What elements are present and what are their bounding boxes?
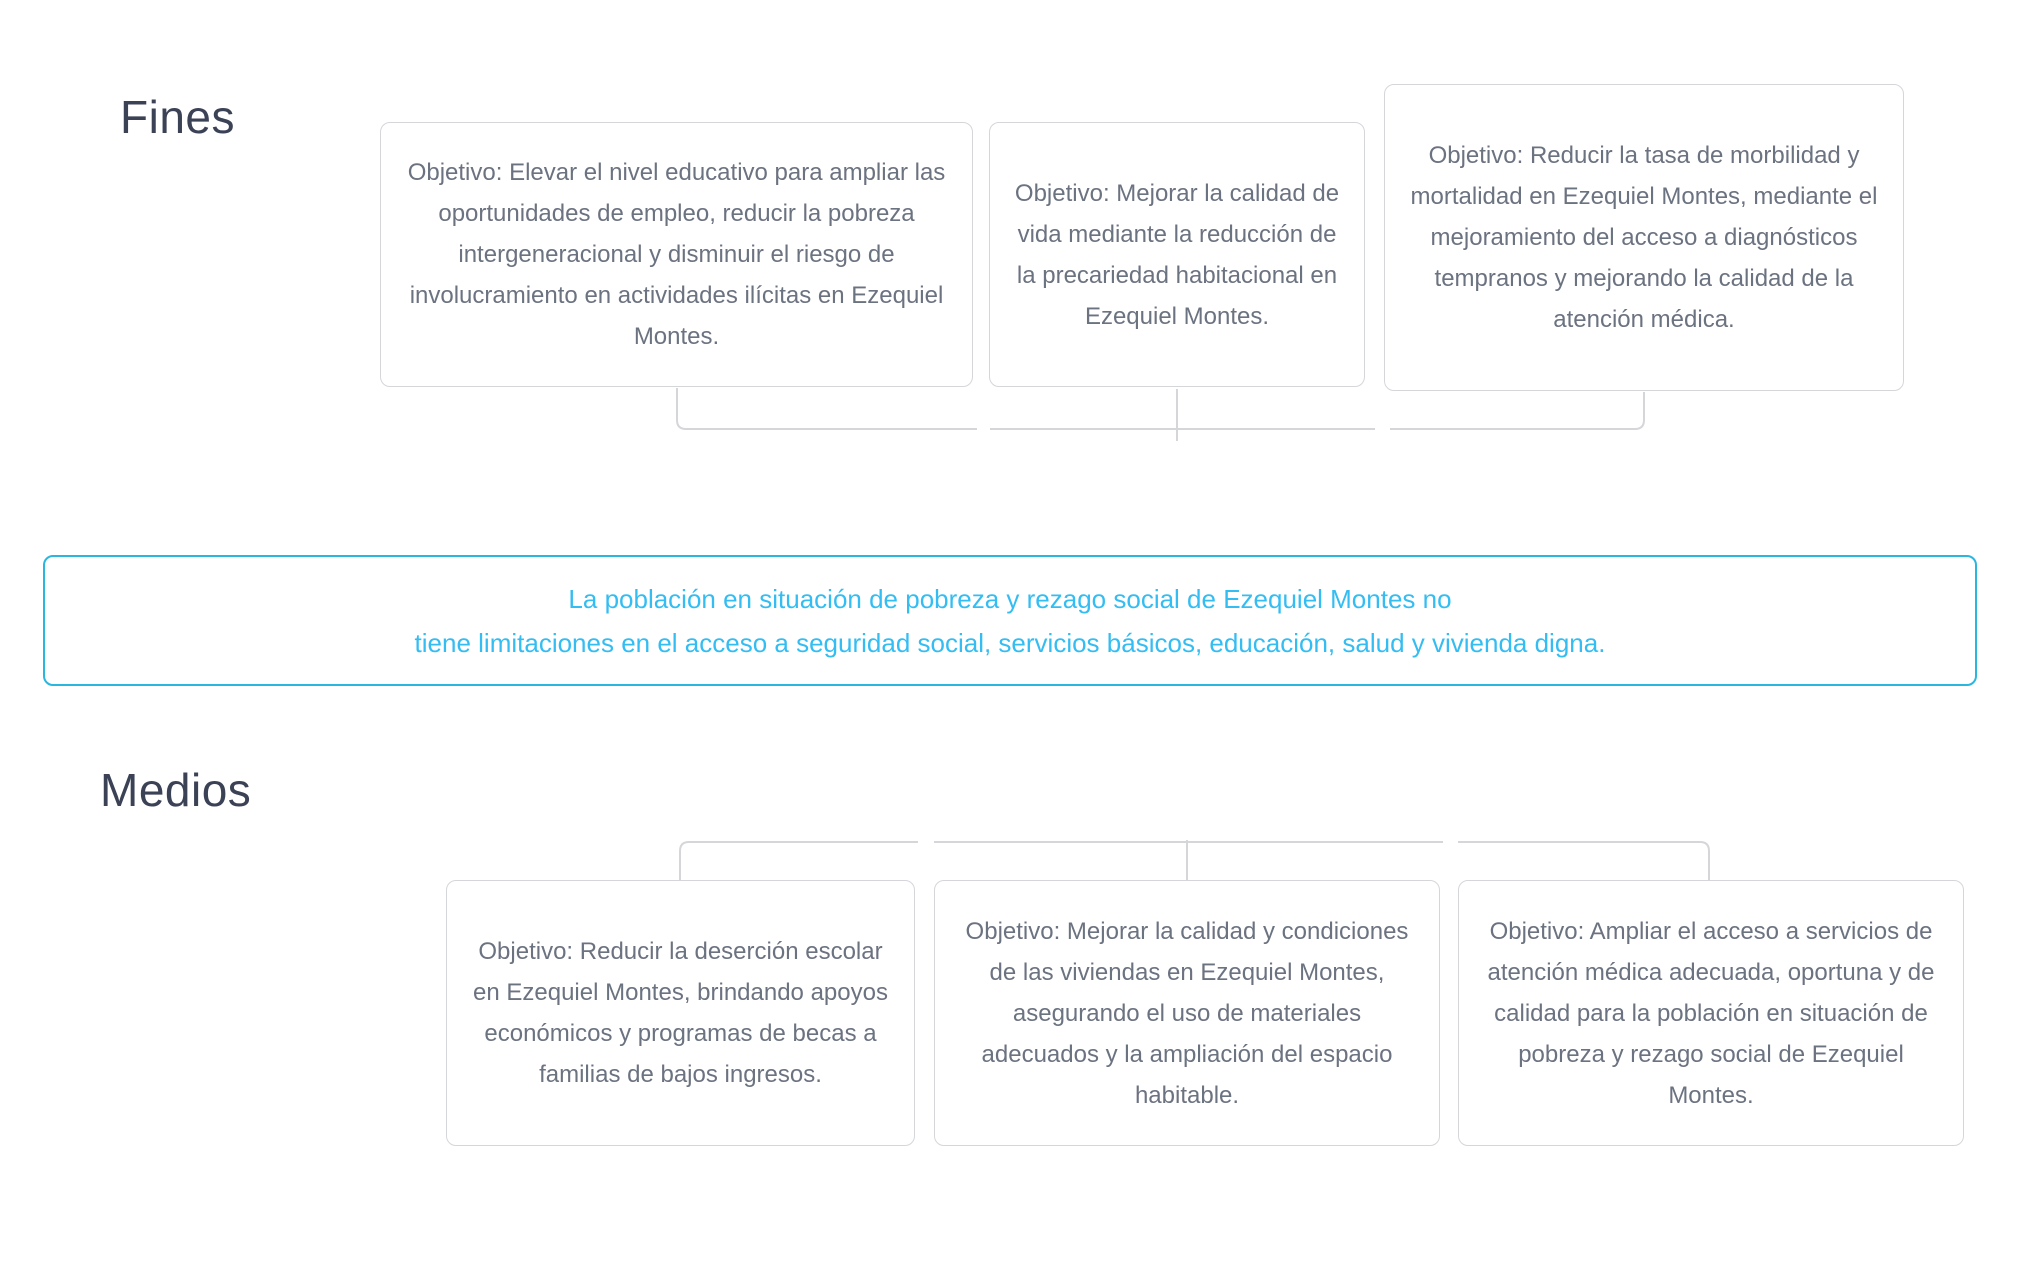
medios-objective-node-3[interactable] [1458,880,1964,1146]
medios-edge-left [680,842,918,880]
central-problem-node[interactable] [43,555,1977,686]
fines-objective-text-1: Objetivo: Elevar el nivel educativo para ampliar las oportunidades de empleo, reducir la pobreza intergeneracional y disminuir el riesgo de involucramiento en actividades ilícitas en Ezequiel Montes. [407,159,946,350]
fines-edge-left [677,388,977,429]
fines-edge-right [1390,392,1644,429]
medios-objective-text-2: Objetivo: Mejorar la calidad y condiciones de las viviendas en Ezequiel Montes, asegurando el uso de materiales adecuados y la ampliación del espacio habitable. [965,917,1409,1109]
medios-objective-text-1: Objetivo: Reducir la deserción escolar en Ezequiel Montes, brindando apoyos económicos y programas de becas a familias de bajos ingresos. [473,938,888,1088]
central-problem-line-1: La población en situación de pobreza y rezago social de Ezequiel Montes no [568,583,1452,614]
medios-edge-right [1458,842,1709,880]
medios-objective-text-3: Objetivo: Ampliar el acceso a servicios de atención médica adecuada, oportuna y de calidad para la población en situación de pobreza y rezago social de Ezequiel Montes. [1487,917,1935,1109]
central-problem-line-2: tiene limitaciones en el acceso a seguridad social, servicios básicos, educación, salud y vivienda digna. [414,627,1606,658]
medios-objective-node-2[interactable] [934,880,1440,1146]
medios-objective-node-1[interactable] [446,880,915,1146]
medios-section-label: Medios [100,764,252,816]
fines-objective-node-2[interactable] [989,122,1365,387]
fines-objective-text-3: Objetivo: Reducir la tasa de morbilidad y mortalidad en Ezequiel Montes, mediante el mejoramiento del acceso a diagnósticos tempranos y mejorando la calidad de la atención médica. [1410,142,1878,333]
fines-section-label: Fines [120,91,235,143]
fines-objective-node-3[interactable] [1384,84,1904,391]
fines-objective-node-1[interactable] [380,122,973,387]
fines-objective-text-2: Objetivo: Mejorar la calidad de vida mediante la reducción de la precariedad habitacional en Ezequiel Montes. [1014,179,1340,330]
